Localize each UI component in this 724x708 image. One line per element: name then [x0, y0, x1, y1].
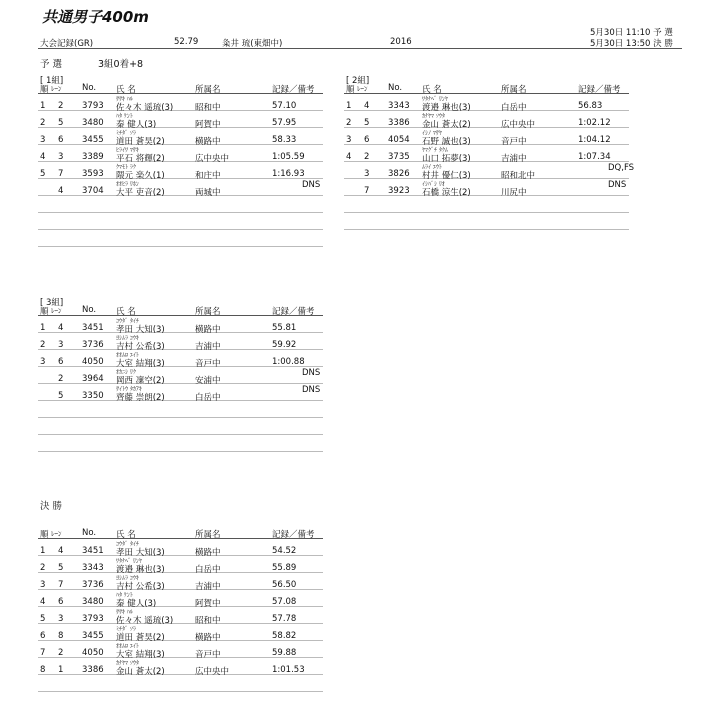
col-lane-header: ﾚｰﾝ — [357, 85, 368, 93]
lane: 6 — [58, 135, 64, 145]
lane: 4 — [58, 323, 64, 333]
athlete-kana: ｺｳﾀﾞ ﾀｲﾁ — [116, 318, 139, 325]
lane: 2 — [364, 152, 370, 162]
bib-number: 3451 — [82, 323, 104, 333]
table-row — [38, 332, 323, 350]
athlete-kana: ｸﾏﾓﾄ ﾗｸ — [116, 164, 136, 171]
athlete-name: 金山 蒼太(2) — [116, 667, 165, 677]
result-note: DNS — [608, 180, 627, 190]
col-name-header: 氏 名 — [116, 85, 136, 95]
athlete-kana: ｻｻｷ ﾊﾙ — [116, 96, 133, 103]
bib-number: 4050 — [82, 648, 104, 658]
table-row — [38, 144, 323, 162]
athlete-name: 石野 誠也(3) — [422, 137, 471, 147]
athlete-name: 吉村 公希(3) — [116, 582, 165, 592]
athlete-name: 秦 健人(3) — [116, 120, 157, 130]
team-name: 横路中 — [195, 325, 221, 335]
athlete-name: 道田 蒼昊(2) — [116, 137, 165, 147]
table-row — [344, 110, 629, 128]
athlete-kana: ﾋﾗｲﾜ ﾏｻｷ — [116, 147, 139, 154]
lane: 7 — [58, 169, 64, 179]
athlete-kana: ﾔﾏｸﾞﾁ ﾀｸﾑ — [422, 147, 448, 154]
lane: 3 — [58, 152, 64, 162]
team-name: 白岳中 — [195, 565, 221, 575]
col-rank-header: 順 — [40, 307, 49, 317]
col-name-header: 氏 名 — [422, 85, 442, 95]
athlete-name: 佐々木 遥琉(3) — [116, 103, 174, 113]
athlete-kana: ｶﾅﾔﾏ ｿｳﾀ — [116, 660, 139, 667]
col-name-header: 氏 名 — [116, 530, 136, 540]
col-lane-header: ﾚｰﾝ — [51, 530, 62, 538]
team-name: 吉浦中 — [501, 154, 527, 164]
athlete-name: 吉村 公希(3) — [116, 342, 165, 352]
result-note: DNS — [302, 368, 321, 378]
athlete-name: 大平 吏音(2) — [116, 188, 165, 198]
table-row — [344, 144, 629, 162]
table-row — [344, 161, 635, 181]
athlete-kana: ﾊﾀ ｹﾝﾄ — [116, 113, 133, 120]
rank: 4 — [346, 152, 352, 162]
final-time: 5月30日 13:50 決 勝 — [590, 39, 673, 49]
table-row — [38, 178, 323, 196]
result-mark: 59.88 — [272, 648, 297, 658]
result-mark: 54.52 — [272, 546, 297, 556]
lane: 5 — [58, 563, 64, 573]
col-mark-header: 記録／備考 — [578, 85, 621, 95]
table-row — [38, 572, 323, 590]
col-rank-header: 順 — [40, 530, 49, 540]
athlete-name: 隈元 楽久(1) — [116, 171, 165, 181]
table-row — [38, 657, 323, 675]
bib-number: 3704 — [82, 186, 104, 196]
row-divider — [38, 246, 323, 247]
table-row — [38, 110, 323, 128]
rank: 2 — [40, 563, 46, 573]
athlete-kana: ﾑﾗｲ ﾕｳﾄ — [422, 164, 442, 171]
table-row — [38, 366, 323, 384]
final-section-title: 決 勝 — [40, 501, 63, 512]
athlete-kana: ﾜﾀﾅﾍﾞ ﾘﾝﾔ — [422, 96, 448, 103]
bib-number: 3386 — [388, 118, 410, 128]
lane: 6 — [58, 597, 64, 607]
athlete-name: 道田 蒼昊(2) — [116, 633, 165, 643]
result-mark: 1:01.53 — [272, 665, 305, 675]
athlete-kana: ｲｼﾉ ﾏｻﾔ — [422, 130, 442, 137]
team-name: 安浦中 — [195, 376, 221, 386]
col-team-header: 所属名 — [195, 530, 221, 540]
col-mark-header: 記録／備考 — [272, 530, 315, 540]
record-label: 大会記録(GR) — [40, 39, 94, 49]
rank: 5 — [40, 169, 46, 179]
lane: 6 — [58, 357, 64, 367]
table-row — [38, 161, 323, 179]
athlete-name: 孝田 大知(3) — [116, 548, 165, 558]
rank: 3 — [40, 357, 46, 367]
result-mark: 59.92 — [272, 340, 297, 350]
team-name: 横路中 — [195, 633, 221, 643]
athlete-kana: ｵｵﾑﾛ ﾕｲﾄ — [116, 352, 139, 359]
athlete-kana: ｺｳﾀﾞ ﾀｲﾁ — [116, 541, 139, 548]
heat-label: [ 1組] — [40, 76, 64, 86]
rank: 2 — [40, 340, 46, 350]
lane: 6 — [364, 135, 370, 145]
row-divider — [38, 434, 323, 435]
result-mark: 1:00.88 — [272, 357, 305, 367]
table-row — [38, 127, 323, 145]
result-note: DNS — [302, 180, 321, 190]
rank: 2 — [346, 118, 352, 128]
lane: 4 — [58, 546, 64, 556]
team-name: 広中央中 — [195, 154, 230, 164]
bib-number: 3735 — [388, 152, 410, 162]
table-row — [344, 178, 629, 196]
bib-number: 3480 — [82, 118, 104, 128]
team-name: 音戸中 — [195, 650, 221, 660]
team-name: 川尻中 — [501, 188, 527, 198]
col-lane-header: ﾚｰﾝ — [51, 85, 62, 93]
rank: 6 — [40, 631, 46, 641]
table-row — [344, 127, 629, 145]
row-divider — [344, 229, 629, 230]
col-mark-header: 記録／備考 — [272, 85, 315, 95]
col-rank-header: 順 — [40, 85, 49, 95]
prelim-section-title: 予 選 — [40, 59, 63, 70]
team-name: 白岳中 — [501, 103, 527, 113]
bib-number: 3455 — [82, 135, 104, 145]
rank: 1 — [40, 323, 46, 333]
record-year: 2016 — [390, 37, 412, 47]
team-name: 吉浦中 — [195, 582, 221, 592]
col-no-header: No. — [388, 83, 403, 93]
lane: 4 — [364, 101, 370, 111]
lane: 2 — [58, 374, 64, 384]
athlete-name: 孝田 大知(3) — [116, 325, 165, 335]
athlete-kana: ﾖｼﾑﾗ ｺｳｷ — [116, 335, 139, 342]
table-row — [38, 383, 323, 401]
athlete-kana: ｵｵﾋﾗ ﾘﾎﾝ — [116, 181, 139, 188]
table-row — [38, 349, 323, 367]
bib-number: 3964 — [82, 374, 104, 384]
team-name: 吉浦中 — [195, 342, 221, 352]
athlete-kana: ｵｶﾆｼ ﾘｸ — [116, 369, 136, 376]
lane: 5 — [58, 118, 64, 128]
record-time: 52.79 — [174, 37, 199, 47]
col-team-header: 所属名 — [501, 85, 527, 95]
col-team-header: 所属名 — [195, 85, 221, 95]
lane: 2 — [58, 101, 64, 111]
athlete-kana: ｵｵﾑﾛ ﾕｲﾄ — [116, 643, 139, 650]
rank: 1 — [40, 101, 46, 111]
result-mark: 57.08 — [272, 597, 297, 607]
team-name: 広中央中 — [501, 120, 536, 130]
rank: 4 — [40, 152, 46, 162]
result-mark: 1:02.12 — [578, 118, 611, 128]
lane: 2 — [58, 648, 64, 658]
athlete-name: 岡西 凜空(2) — [116, 376, 165, 386]
athlete-kana: ﾐﾁﾀﾞ ｿﾗ — [116, 626, 136, 633]
table-row — [38, 555, 323, 573]
result-mark: 1:05.59 — [272, 152, 305, 162]
col-name-header: 氏 名 — [116, 307, 136, 317]
record-holder: 粂井 琉(東畑中) — [222, 39, 283, 49]
result-mark: 1:04.12 — [578, 135, 611, 145]
heat-label: [ 3組] — [40, 298, 64, 308]
bib-number: 3455 — [82, 631, 104, 641]
team-name: 昭和中 — [195, 616, 221, 626]
bib-number: 3451 — [82, 546, 104, 556]
col-no-header: No. — [82, 305, 97, 315]
row-divider — [38, 229, 323, 230]
rank: 8 — [40, 665, 46, 675]
result-note: DQ,FS — [608, 163, 635, 173]
lane: 7 — [58, 580, 64, 590]
bib-number: 3389 — [82, 152, 104, 162]
team-name: 昭和中 — [195, 103, 221, 113]
result-mark: 56.83 — [578, 101, 603, 111]
team-name: 両城中 — [195, 188, 221, 198]
team-name: 音戸中 — [195, 359, 221, 369]
result-mark: 55.89 — [272, 563, 297, 573]
prelim-rule: 3組0着+8 — [98, 59, 144, 70]
team-name: 広中央中 — [195, 667, 230, 677]
athlete-kana: ｶﾅﾔﾏ ｿｳﾀ — [422, 113, 445, 120]
bib-number: 3343 — [82, 563, 104, 573]
lane: 7 — [364, 186, 370, 196]
athlete-name: 大室 結翔(3) — [116, 359, 165, 369]
lane: 3 — [58, 614, 64, 624]
rank: 7 — [40, 648, 46, 658]
bib-number: 3386 — [82, 665, 104, 675]
lane: 3 — [58, 340, 64, 350]
rank: 5 — [40, 614, 46, 624]
athlete-name: 金山 蒼太(2) — [422, 120, 471, 130]
bib-number: 3793 — [82, 614, 104, 624]
team-name: 阿賀中 — [195, 599, 221, 609]
table-row — [38, 315, 323, 333]
lane: 5 — [58, 391, 64, 401]
lane: 5 — [364, 118, 370, 128]
table-row — [38, 93, 323, 111]
result-mark: 58.82 — [272, 631, 297, 641]
rank: 3 — [40, 135, 46, 145]
athlete-name: 大室 結翔(3) — [116, 650, 165, 660]
bib-number: 3736 — [82, 580, 104, 590]
result-mark: 55.81 — [272, 323, 297, 333]
table-row — [38, 623, 323, 641]
athlete-kana: ﾐﾁﾀﾞ ｿﾗ — [116, 130, 136, 137]
athlete-kana: ｻｲﾄｳ ﾀｶｱｷ — [116, 386, 142, 393]
team-name: 昭和北中 — [501, 171, 536, 181]
rank: 3 — [346, 135, 352, 145]
bib-number: 3923 — [388, 186, 410, 196]
bib-number: 3793 — [82, 101, 104, 111]
rank: 1 — [40, 546, 46, 556]
athlete-name: 秦 健人(3) — [116, 599, 157, 609]
athlete-name: 齊藤 崇朗(2) — [116, 393, 165, 403]
athlete-name: 佐々木 遥琉(3) — [116, 616, 174, 626]
col-lane-header: ﾚｰﾝ — [51, 307, 62, 315]
row-divider — [344, 212, 629, 213]
bib-number: 4054 — [388, 135, 410, 145]
athlete-name: 渡邉 琳也(3) — [116, 565, 165, 575]
lane: 4 — [58, 186, 64, 196]
row-divider — [38, 451, 323, 452]
athlete-kana: ﾖｼﾑﾗ ｺｳｷ — [116, 575, 139, 582]
col-rank-header: 順 — [346, 85, 355, 95]
lane: 3 — [364, 169, 370, 179]
team-name: 音戸中 — [501, 137, 527, 147]
prelim-time: 5月30日 11:10 予 選 — [590, 28, 673, 38]
bib-number: 3480 — [82, 597, 104, 607]
row-divider — [38, 212, 323, 213]
col-no-header: No. — [82, 83, 97, 93]
bib-number: 3350 — [82, 391, 104, 401]
page-title: 共通男子400m — [42, 8, 149, 26]
col-mark-header: 記録／備考 — [272, 307, 315, 317]
athlete-name: 渡邉 琳也(3) — [422, 103, 471, 113]
team-name: 横路中 — [195, 137, 221, 147]
bib-number: 4050 — [82, 357, 104, 367]
table-row — [38, 538, 323, 556]
rank: 3 — [40, 580, 46, 590]
rank: 4 — [40, 597, 46, 607]
col-team-header: 所属名 — [195, 307, 221, 317]
team-name: 阿賀中 — [195, 120, 221, 130]
bib-number: 3593 — [82, 169, 104, 179]
result-mark: 57.78 — [272, 614, 297, 624]
athlete-kana: ｻｻｷ ﾊﾙ — [116, 609, 133, 616]
result-mark: 1:16.93 — [272, 169, 305, 179]
rank: 1 — [346, 101, 352, 111]
athlete-name: 村井 優仁(3) — [422, 171, 471, 181]
row-divider — [38, 691, 323, 692]
header-divider — [38, 48, 682, 49]
col-no-header: No. — [82, 528, 97, 538]
result-mark: 58.33 — [272, 135, 297, 145]
team-name: 和庄中 — [195, 171, 221, 181]
table-row — [344, 93, 629, 111]
result-mark: 57.10 — [272, 101, 297, 111]
lane: 8 — [58, 631, 64, 641]
athlete-name: 石橋 涼生(2) — [422, 188, 471, 198]
table-row — [38, 589, 323, 607]
result-mark: 1:07.34 — [578, 152, 611, 162]
heat-label: [ 2組] — [346, 76, 370, 86]
result-mark: 57.95 — [272, 118, 297, 128]
athlete-kana: ﾊﾀ ｹﾝﾄ — [116, 592, 133, 599]
team-name: 横路中 — [195, 548, 221, 558]
row-divider — [38, 417, 323, 418]
athlete-name: 平石 将輝(2) — [116, 154, 165, 164]
result-note: DNS — [302, 385, 321, 395]
team-name: 白岳中 — [195, 393, 221, 403]
bib-number: 3343 — [388, 101, 410, 111]
athlete-kana: ﾜﾀﾅﾍﾞ ﾘﾝﾔ — [116, 558, 142, 565]
athlete-name: 山口 拓夢(3) — [422, 154, 471, 164]
table-row — [38, 606, 323, 624]
bib-number: 3736 — [82, 340, 104, 350]
result-mark: 56.50 — [272, 580, 297, 590]
rank: 2 — [40, 118, 46, 128]
lane: 1 — [58, 665, 64, 675]
athlete-kana: ｲｼﾊﾞｼ ﾘｵ — [422, 181, 445, 188]
table-row — [38, 640, 323, 658]
bib-number: 3826 — [388, 169, 410, 179]
